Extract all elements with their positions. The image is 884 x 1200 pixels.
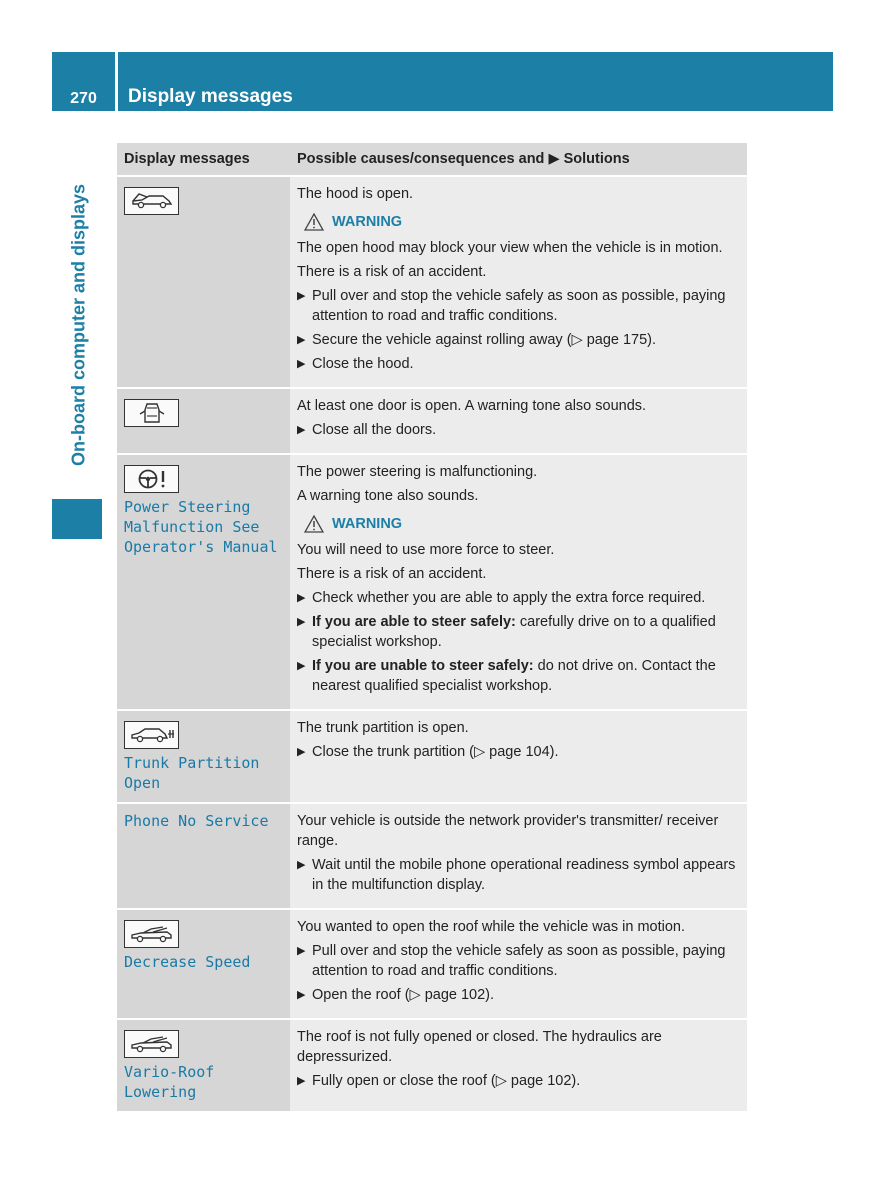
header-divider [115, 52, 118, 111]
section-side-label: On-board computer and displays [68, 183, 89, 467]
warning-text: You will need to use more force to steer. [297, 542, 555, 558]
display-message-text: Vario-Roof Lowering [124, 1063, 215, 1101]
solution-step: ▶ Wait until the mobile phone operational readiness symbol appears in the multifunction display. [297, 857, 736, 893]
page-number: 270 [70, 90, 97, 107]
warning-heading [304, 514, 740, 534]
solution-step: ▶ Pull over and stop the vehicle safely as soon as possible, paying attention to road and traffic conditions. [297, 943, 726, 979]
convertible-roof-icon [124, 1030, 179, 1058]
step-condition: If you are unable to steer safely: [312, 658, 534, 674]
warning-label: WARNING [332, 214, 403, 230]
bullet-arrow-icon: ▶ [297, 334, 306, 346]
display-message-text: Decrease Speed [124, 953, 251, 971]
table-row [117, 1019, 747, 1112]
warning-text: The open hood may block your view when the vehicle is in motion. [297, 240, 723, 256]
table-header-row [117, 143, 747, 176]
cause-text: The power steering is malfunctioning. [297, 464, 538, 480]
table-row [117, 803, 747, 909]
cause-text: The trunk partition is open. [297, 720, 469, 736]
bullet-arrow-icon: ▶ [297, 290, 306, 302]
cause-text: You wanted to open the roof while the vehicle was in motion. [297, 919, 685, 935]
cause-text: At least one door is open. A warning tone also sounds. [297, 398, 647, 414]
solution-step: ▶ Check whether you are able to apply the extra force required. [297, 590, 706, 606]
cause-solution-cell [290, 388, 747, 454]
solution-step [297, 612, 740, 652]
bullet-arrow-icon: ▶ [297, 1075, 306, 1087]
bullet-arrow-icon: ▶ [297, 358, 306, 370]
display-message-cell [117, 454, 290, 710]
solution-step: ▶ Close all the doors. [297, 422, 437, 438]
cause-solution-cell [290, 454, 747, 710]
solution-step: ▶ Fully open or close the roof (▷ page 102). [297, 1073, 581, 1089]
table-row [117, 176, 747, 388]
display-message-text: Phone No Service [124, 812, 269, 830]
table-row [117, 909, 747, 1019]
car-door-open-icon [124, 399, 179, 427]
power-steering-warning-icon [124, 465, 179, 493]
solution-step: ▶ Close the hood. [297, 356, 414, 372]
cause-solution-cell [290, 710, 747, 803]
display-message-cell [117, 388, 290, 454]
solution-step: ▶ Open the roof (▷ page 102). [297, 987, 495, 1003]
table-row [117, 454, 747, 710]
solution-step: ▶ Pull over and stop the vehicle safely as soon as possible, paying attention to road and traffic conditions. [297, 288, 726, 324]
table-row [117, 388, 747, 454]
cause-solution-cell [290, 176, 747, 388]
display-message-text: Power Steering Malfunction See Operator's Manual [124, 498, 278, 556]
column-header-causes-solutions: Possible causes/consequences and ▶ Solutions [290, 143, 747, 176]
column-header-display-messages: Display messages [117, 143, 290, 176]
bullet-arrow-icon: ▶ [297, 616, 306, 628]
warning-text: There is a risk of an accident. [297, 566, 487, 582]
cause-text: A warning tone also sounds. [297, 488, 479, 504]
cause-text: Your vehicle is outside the network provider's transmitter/ receiver range. [297, 813, 719, 849]
display-message-cell [117, 803, 290, 909]
bullet-arrow-icon: ▶ [297, 746, 306, 758]
bullet-arrow-icon: ▶ [297, 989, 306, 1001]
cause-solution-cell [290, 803, 747, 909]
warning-triangle-icon [304, 213, 324, 231]
display-message-cell [117, 710, 290, 803]
warning-triangle-icon [304, 515, 324, 533]
bullet-arrow-icon: ▶ [297, 859, 306, 871]
display-message-cell [117, 909, 290, 1019]
warning-text: There is a risk of an accident. [297, 264, 487, 280]
car-hood-open-icon [124, 187, 179, 215]
warning-label: WARNING [332, 516, 403, 532]
bullet-arrow-icon: ▶ [297, 592, 306, 604]
display-message-cell [117, 1019, 290, 1112]
display-message-cell [117, 176, 290, 388]
section-side-marker [52, 499, 102, 539]
step-instruction: do not drive on. Contact the nearest qualified specialist workshop. [312, 658, 716, 694]
warning-heading [304, 212, 740, 232]
step-condition: If you are able to steer safely: [312, 614, 516, 630]
page-title: Display messages [128, 86, 293, 107]
trunk-partition-icon [124, 721, 179, 749]
solution-step: ▶ Close the trunk partition (▷ page 104). [297, 744, 559, 760]
cause-text: The roof is not fully opened or closed. The hydraulics are depressurized. [297, 1029, 662, 1065]
cause-solution-cell [290, 909, 747, 1019]
convertible-roof-icon [124, 920, 179, 948]
display-message-text: Trunk Partition Open [124, 754, 260, 792]
solution-step [297, 656, 740, 696]
table-row [117, 710, 747, 803]
cause-text: The hood is open. [297, 186, 414, 202]
solution-step: ▶ Secure the vehicle against rolling away (▷ page 175). [297, 332, 657, 348]
bullet-arrow-icon: ▶ [297, 945, 306, 957]
cause-solution-cell [290, 1019, 747, 1112]
display-messages-table [117, 143, 747, 1113]
step-instruction: carefully drive on to a qualified specialist workshop. [312, 614, 716, 650]
bullet-arrow-icon: ▶ [297, 660, 306, 672]
bullet-arrow-icon: ▶ [297, 424, 306, 436]
